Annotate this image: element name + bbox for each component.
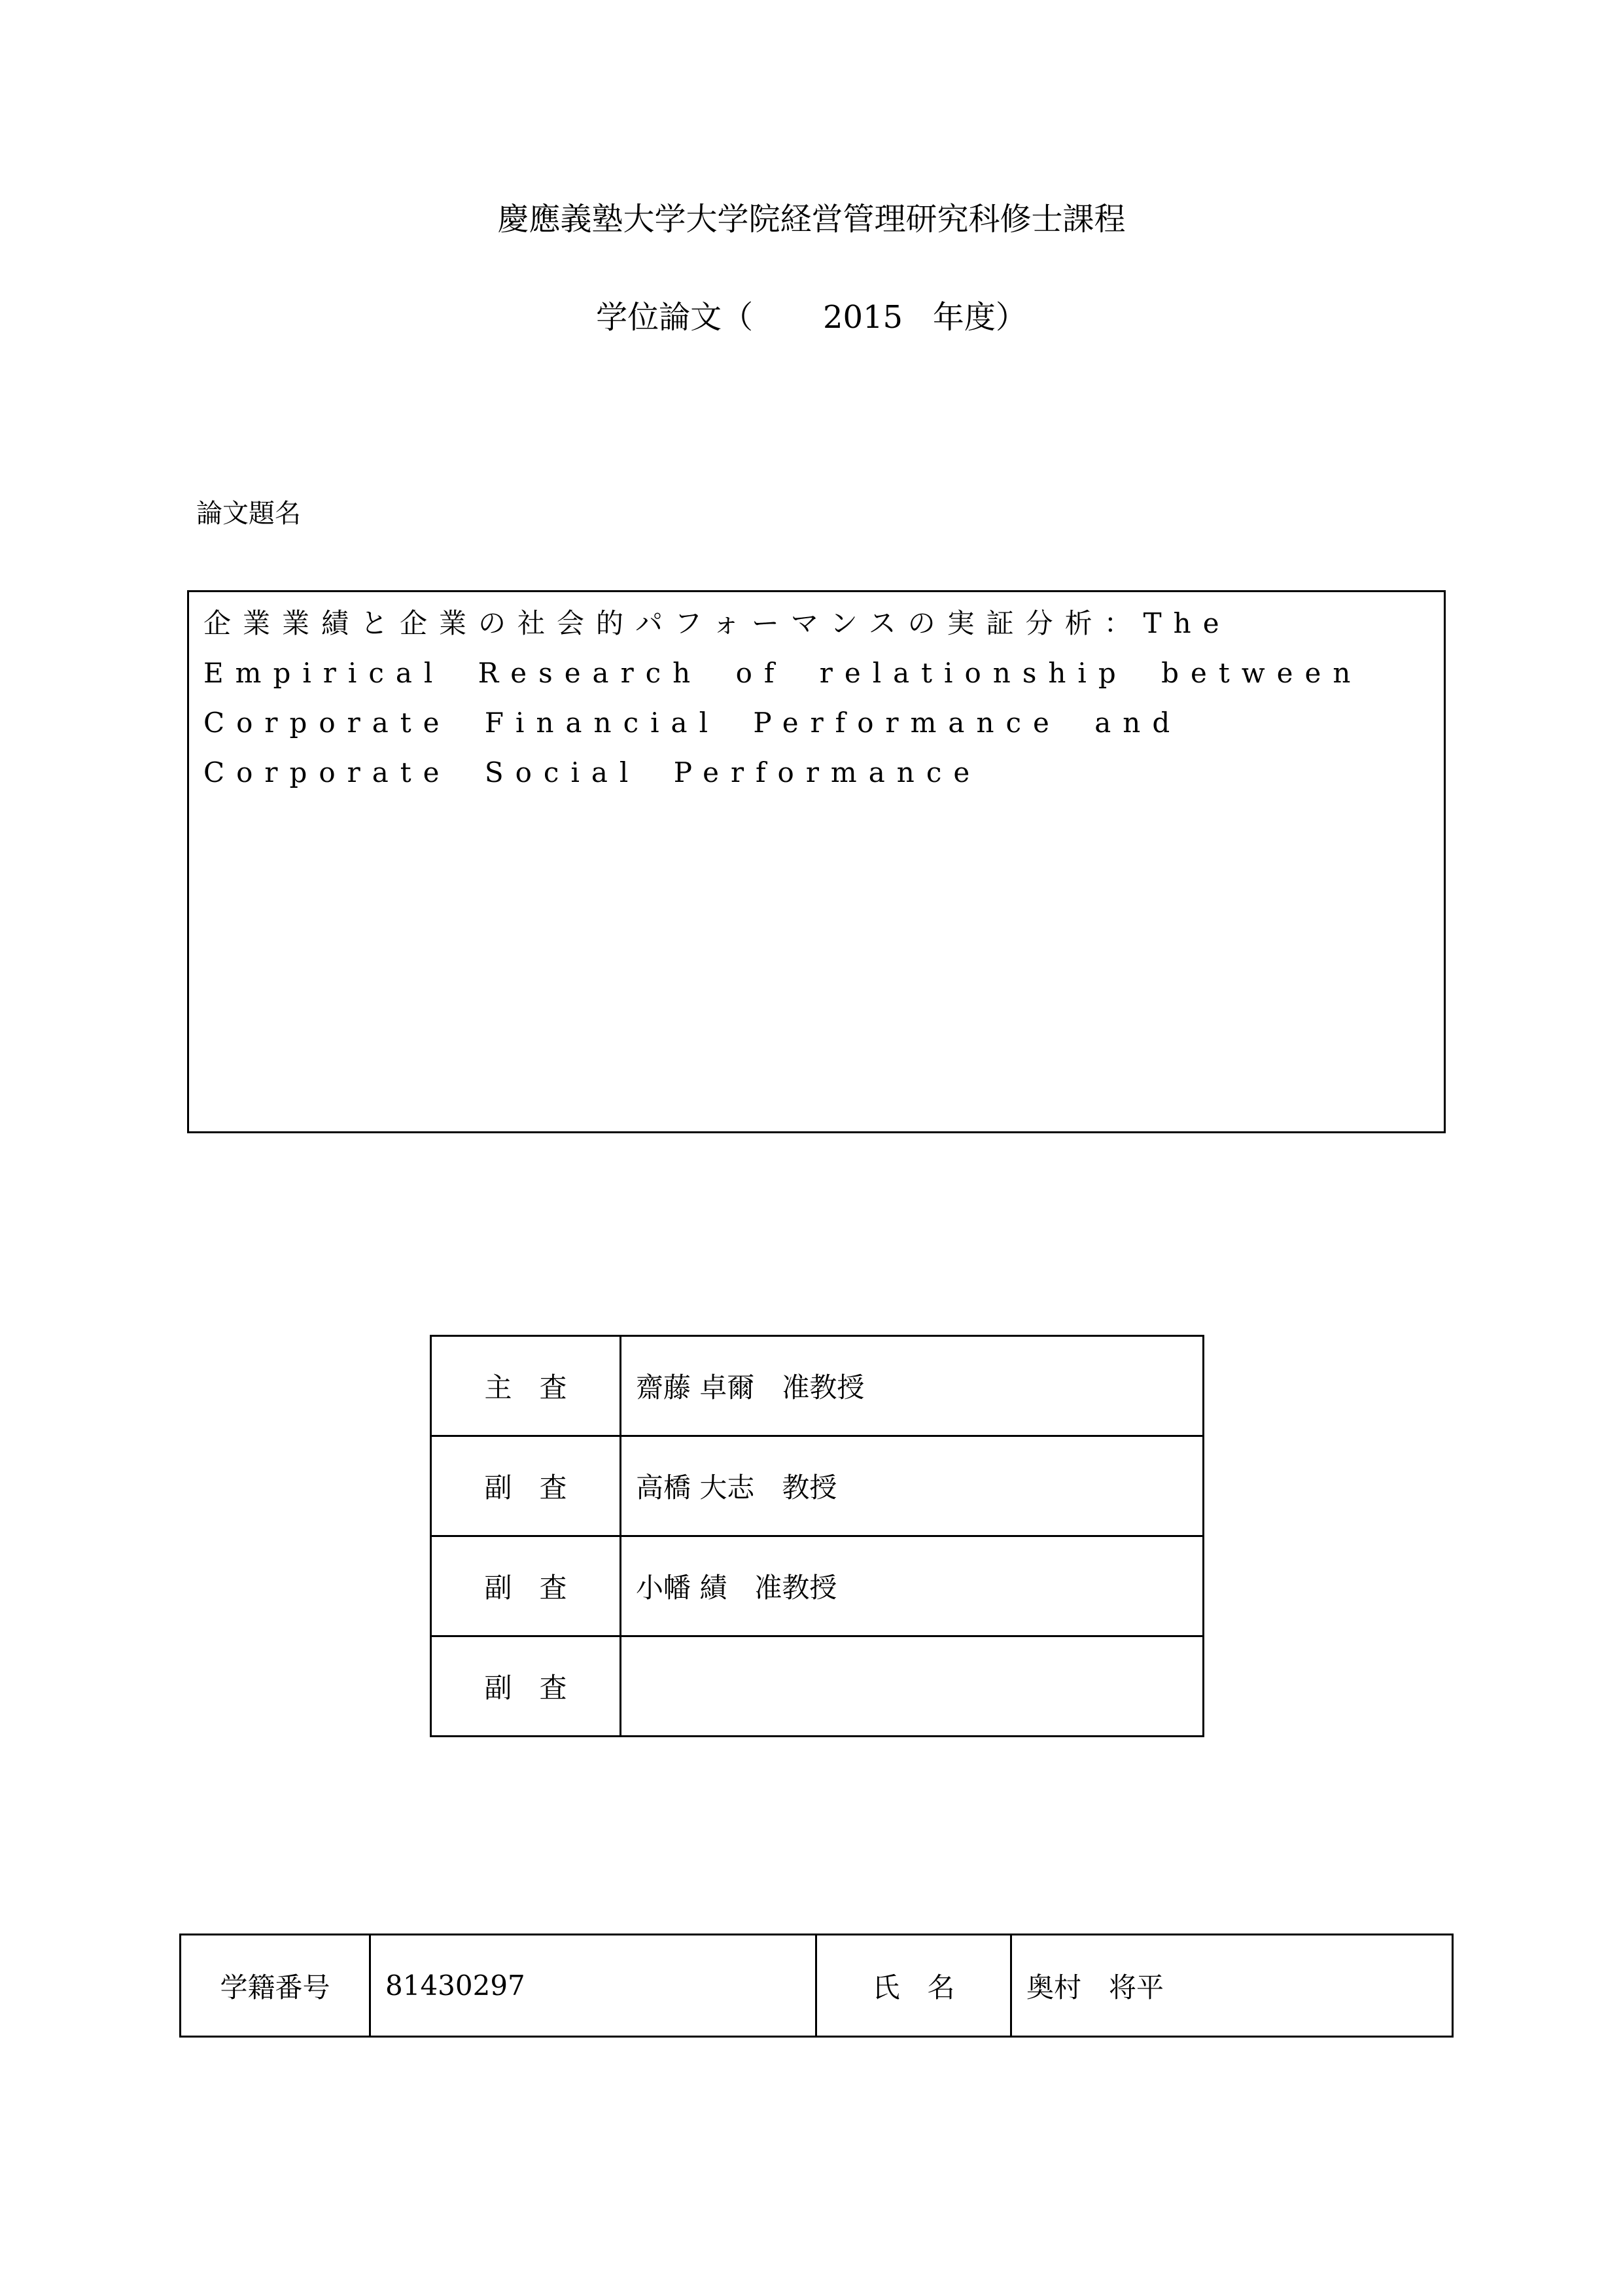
degree-label: 学位論文（ <box>596 299 754 336</box>
examiner-row-sub-2 <box>431 1536 1204 1636</box>
university-heading: 慶應義塾大学大学院経営管理研究科修士課程 <box>497 201 1126 238</box>
examiner-name: 高橋 大志 教授 <box>621 1436 1204 1536</box>
examiner-row-chief <box>431 1336 1204 1436</box>
examiner-name: 小幡 績 准教授 <box>621 1536 1204 1636</box>
examiner-role: 主 査 <box>431 1336 621 1436</box>
degree-year: 2015 <box>822 299 903 336</box>
examiner-row-sub-3 <box>431 1636 1204 1737</box>
examiner-role: 副 査 <box>431 1636 621 1737</box>
student-name-value: 奥村 将平 <box>1011 1935 1453 2037</box>
student-info-row <box>181 1935 1453 2037</box>
thesis-title-label: 論文題名 <box>196 499 301 529</box>
student-id-value: 81430297 <box>370 1935 816 2037</box>
examiner-role: 副 査 <box>431 1536 621 1636</box>
student-id-label: 学籍番号 <box>181 1935 370 2037</box>
student-name-label: 氏 名 <box>816 1935 1011 2037</box>
degree-year-suffix: 年度） <box>932 299 1027 336</box>
examiners-table <box>430 1335 1204 1737</box>
examiner-name <box>621 1636 1204 1737</box>
student-info-table <box>179 1934 1454 2038</box>
thesis-title-text: 企業業績と企業の社会的パフォーマンスの実証分析：The Empirical Research of relationship between Corporate Financial Performance and Corporate Social Performance <box>203 607 1363 788</box>
examiner-role: 副 査 <box>431 1436 621 1536</box>
thesis-title-box <box>187 590 1446 1133</box>
degree-heading <box>0 298 1623 337</box>
examiner-name: 齋藤 卓爾 准教授 <box>621 1336 1204 1436</box>
examiner-row-sub-1 <box>431 1436 1204 1536</box>
